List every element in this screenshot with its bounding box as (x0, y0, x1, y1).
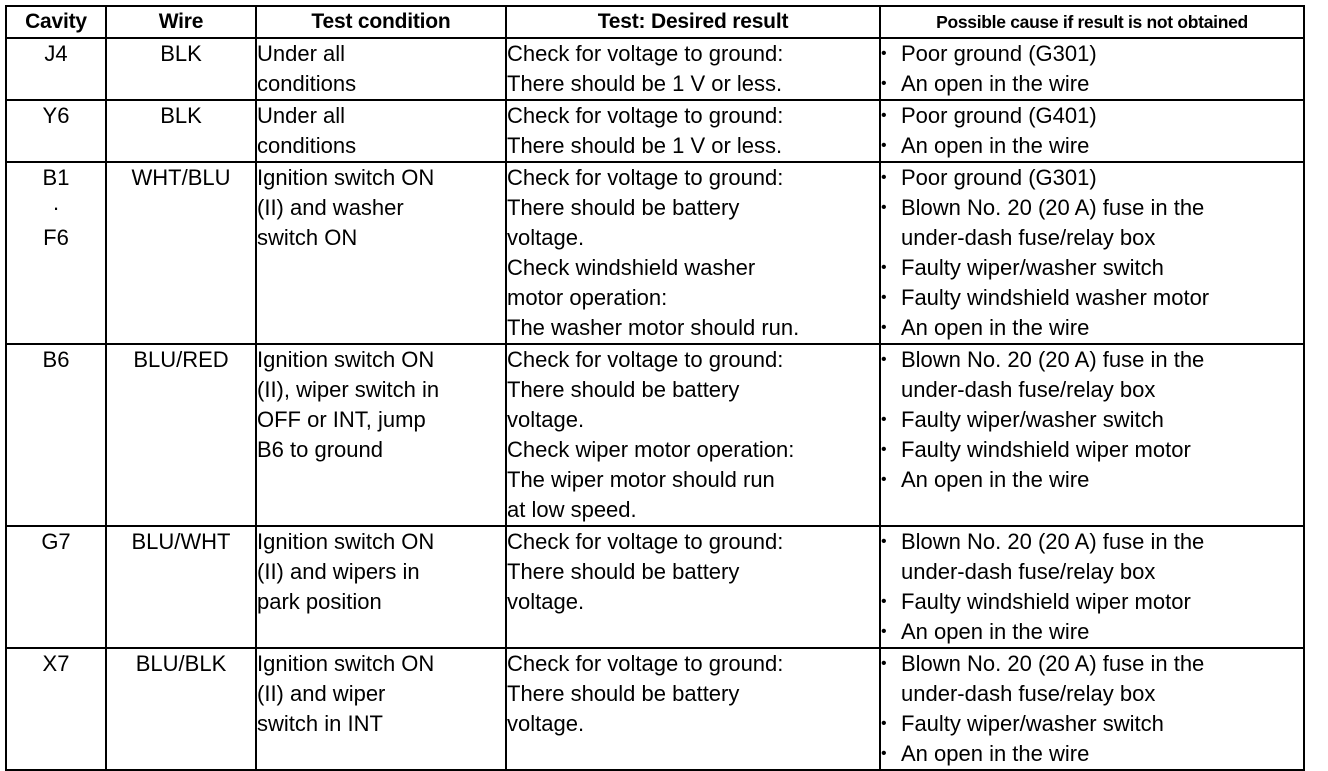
desired-result-line: There should be 1 V or less. (507, 133, 783, 158)
wire-cell (106, 162, 256, 344)
possible-cause-item: • An open in the wire (881, 69, 1303, 99)
possible-cause-item: • An open in the wire (881, 739, 1303, 769)
header-wire: Wire (106, 6, 256, 38)
cavity-label: Y6 (42, 103, 70, 128)
desired-result-cell (506, 100, 880, 162)
desired-result-line: Check for voltage to ground: (507, 165, 784, 190)
test-condition-line: B6 to ground (257, 437, 383, 462)
cavity-label: B1 (42, 165, 70, 190)
possible-cause-cell (880, 344, 1304, 526)
possible-cause-continuation: under-dash fuse/relay box (901, 681, 1156, 706)
table-row (6, 526, 1304, 648)
test-condition-line: conditions (257, 133, 357, 158)
possible-cause-item: • Poor ground (G301) (881, 163, 1303, 193)
cavity-label: X7 (42, 651, 70, 676)
test-condition-line: park position (257, 589, 382, 614)
cavity-cell (6, 162, 106, 344)
cavity-label: · (52, 195, 60, 220)
test-condition-line: (II) and washer (257, 195, 404, 220)
possible-cause-item: • Faulty wiper/washer switch (881, 253, 1303, 283)
possible-cause-item: • An open in the wire (881, 313, 1303, 343)
desired-result-line: There should be battery (507, 377, 740, 402)
test-condition-line: Under all (257, 41, 346, 66)
cavity-label: J4 (44, 41, 68, 66)
possible-cause-item: • An open in the wire (881, 131, 1303, 161)
cavity-cell (6, 648, 106, 770)
possible-cause-item: • Faulty windshield washer motor (881, 283, 1303, 313)
cavity-cell (6, 100, 106, 162)
wire-cell (106, 526, 256, 648)
possible-cause-item: • Blown No. 20 (20 A) fuse in the (881, 649, 1303, 679)
possible-cause-item: • Poor ground (G301) (881, 39, 1303, 69)
test-condition-line: switch in INT (257, 711, 383, 736)
desired-result-line: voltage. (507, 589, 585, 614)
test-condition-line: (II) and wiper (257, 681, 386, 706)
desired-result-line: voltage. (507, 225, 585, 250)
possible-cause-item: • Blown No. 20 (20 A) fuse in the (881, 193, 1303, 223)
possible-cause-item: • Blown No. 20 (20 A) fuse in the (881, 527, 1303, 557)
wire-color-label: WHT/BLU (131, 165, 231, 190)
table-row (6, 100, 1304, 162)
test-condition-line: (II) and wipers in (257, 559, 420, 584)
desired-result-line: at low speed. (507, 497, 637, 522)
possible-cause-cell (880, 38, 1304, 100)
test-condition-cell (256, 38, 506, 100)
table-row (6, 38, 1304, 100)
cavity-label: F6 (43, 225, 69, 250)
table-body (6, 38, 1304, 770)
test-condition-cell (256, 162, 506, 344)
desired-result-line: The washer motor should run. (507, 315, 800, 340)
desired-result-line: There should be 1 V or less. (507, 71, 783, 96)
wire-color-label: BLK (160, 41, 202, 66)
header-test-condition: Test condition (256, 6, 506, 38)
cavity-cell (6, 526, 106, 648)
troubleshooting-table (5, 5, 1305, 771)
test-condition-line: (II), wiper switch in (257, 377, 440, 402)
desired-result-line: The wiper motor should run (507, 467, 775, 492)
possible-cause-item: • An open in the wire (881, 617, 1303, 647)
wire-color-label: BLK (160, 103, 202, 128)
wire-color-label: BLU/WHT (131, 529, 231, 554)
possible-cause-continuation: under-dash fuse/relay box (901, 559, 1156, 584)
desired-result-line: There should be battery (507, 559, 740, 584)
wire-color-label: BLU/RED (133, 347, 229, 372)
desired-result-cell (506, 162, 880, 344)
table-row (6, 344, 1304, 526)
desired-result-line: Check for voltage to ground: (507, 651, 784, 676)
test-condition-line: conditions (257, 71, 357, 96)
possible-cause-item: • Faulty wiper/washer switch (881, 405, 1303, 435)
possible-cause-item: • Faulty windshield wiper motor (881, 587, 1303, 617)
cavity-label: G7 (41, 529, 71, 554)
possible-cause-item: • Blown No. 20 (20 A) fuse in the (881, 345, 1303, 375)
test-condition-line: Ignition switch ON (257, 529, 435, 554)
desired-result-line: voltage. (507, 711, 585, 736)
possible-cause-item: • Faulty windshield wiper motor (881, 435, 1303, 465)
desired-result-line: Check windshield washer (507, 255, 756, 280)
test-condition-line: Ignition switch ON (257, 651, 435, 676)
desired-result-line: Check for voltage to ground: (507, 347, 784, 372)
desired-result-line: Check for voltage to ground: (507, 41, 784, 66)
cavity-cell (6, 38, 106, 100)
wire-cell (106, 38, 256, 100)
desired-result-cell (506, 344, 880, 526)
table-row (6, 648, 1304, 770)
test-condition-cell (256, 100, 506, 162)
test-condition-cell (256, 648, 506, 770)
desired-result-cell (506, 526, 880, 648)
header-possible-cause: Possible cause if result is not obtained (880, 6, 1304, 38)
table-row (6, 162, 1304, 344)
wire-cell (106, 100, 256, 162)
possible-cause-item: • Poor ground (G401) (881, 101, 1303, 131)
desired-result-line: voltage. (507, 407, 585, 432)
troubleshooting-table-container (5, 5, 1305, 771)
desired-result-line: There should be battery (507, 681, 740, 706)
desired-result-line: Check for voltage to ground: (507, 529, 784, 554)
header-desired-result: Test: Desired result (506, 6, 880, 38)
possible-cause-cell (880, 162, 1304, 344)
possible-cause-cell (880, 100, 1304, 162)
desired-result-cell (506, 38, 880, 100)
possible-cause-continuation: under-dash fuse/relay box (901, 377, 1156, 402)
cavity-cell (6, 344, 106, 526)
test-condition-line: OFF or INT, jump (257, 407, 426, 432)
test-condition-cell (256, 526, 506, 648)
test-condition-line: Ignition switch ON (257, 165, 435, 190)
desired-result-line: motor operation: (507, 285, 668, 310)
test-condition-line: Ignition switch ON (257, 347, 435, 372)
wire-color-label: BLU/BLK (135, 651, 227, 676)
desired-result-line: Check for voltage to ground: (507, 103, 784, 128)
possible-cause-item: • Faulty wiper/washer switch (881, 709, 1303, 739)
test-condition-line: switch ON (257, 225, 358, 250)
cavity-label: B6 (42, 347, 70, 372)
possible-cause-cell (880, 648, 1304, 770)
test-condition-cell (256, 344, 506, 526)
desired-result-line: There should be battery (507, 195, 740, 220)
test-condition-line: Under all (257, 103, 346, 128)
possible-cause-item: • An open in the wire (881, 465, 1303, 495)
wire-cell (106, 648, 256, 770)
desired-result-cell (506, 648, 880, 770)
header-cavity: Cavity (6, 6, 106, 38)
possible-cause-continuation: under-dash fuse/relay box (901, 225, 1156, 250)
possible-cause-cell (880, 526, 1304, 648)
desired-result-line: Check wiper motor operation: (507, 437, 795, 462)
header-row (6, 6, 1304, 38)
wire-cell (106, 344, 256, 526)
